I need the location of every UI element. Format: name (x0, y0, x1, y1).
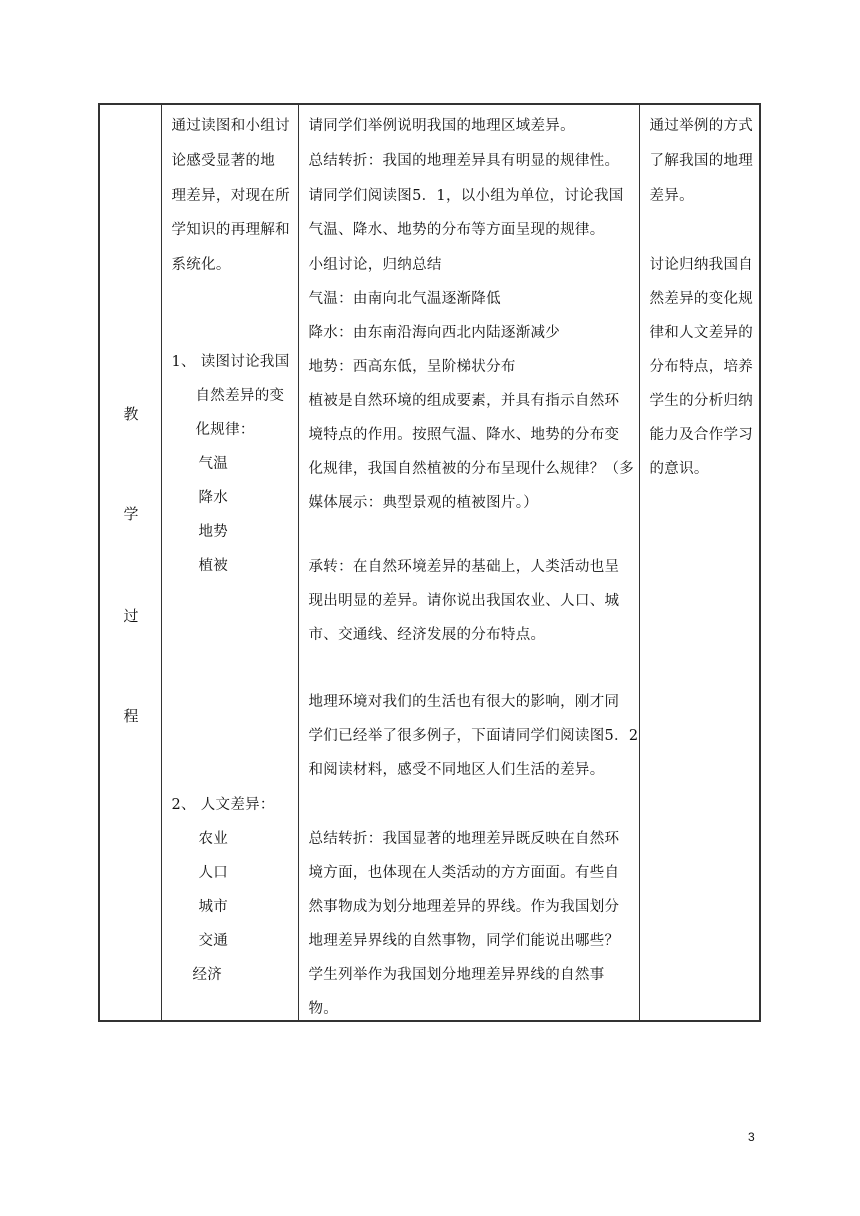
activity-line: 学们已经举了很多例子，下面请同学们阅读图5．2 (308, 728, 639, 744)
activity-line: 境特点的作用。按照气温、降水、地势的分布变 (308, 427, 620, 443)
objective-line: 气温 (198, 456, 229, 472)
activity-line: 学生列举作为我国划分地理差异界线的自然事 (308, 967, 605, 983)
activity-line: 降水：由东南沿海向西北内陆逐渐减少 (308, 325, 561, 341)
stage-char: 过 (123, 607, 139, 625)
objective-line: 农业 (198, 831, 229, 847)
activity-line: 化规律，我国自然植被的分布呈现什么规律？（多 (308, 461, 635, 477)
stage-char: 教 (123, 405, 139, 423)
intent-line: 通过举例的方式 (649, 118, 754, 134)
activity-line: 总结转折：我国的地理差异具有明显的规律性。 (308, 153, 620, 169)
objective-line: 学知识的再理解和 (171, 222, 290, 238)
objective-line: 化规律： (195, 422, 255, 438)
activity-line: 气温：由南向北气温逐渐降低 (308, 291, 501, 307)
objective-line: 人口 (198, 865, 229, 881)
intent-line: 差异。 (649, 188, 694, 204)
activity-line: 现出明显的差异。请你说出我国农业、人口、城 (308, 593, 620, 609)
intent-line: 讨论归纳我国自 (649, 257, 754, 273)
activity-line: 和阅读材料，感受不同地区人们生活的差异。 (308, 762, 605, 778)
objectives-cell (161, 104, 298, 1021)
objective-line: 2、 人文差异： (171, 797, 275, 813)
intent-cell (639, 104, 760, 1021)
objective-line: 降水 (198, 490, 229, 506)
activity-line: 小组讨论，归纳总结 (308, 257, 442, 273)
stage-char: 学 (123, 505, 139, 523)
page-number: 3 (748, 1130, 755, 1144)
objective-line: 交通 (198, 933, 229, 949)
activity-line: 请同学们举例说明我国的地理区域差异。 (308, 118, 575, 134)
intent-line: 学生的分析归纳 (649, 393, 754, 409)
activities-cell (298, 104, 639, 1021)
objective-line: 经济 (192, 967, 223, 983)
activity-line: 植被是自然环境的组成要素，并具有指示自然环 (308, 393, 620, 409)
objective-line: 自然差异的变 (195, 388, 285, 404)
table-row (99, 104, 760, 1021)
activity-line: 请同学们阅读图5．1，以小组为单位，讨论我国 (308, 188, 624, 204)
objective-line: 植被 (198, 558, 229, 574)
activity-line: 地势：西高东低，呈阶梯状分布 (308, 359, 516, 375)
objective-line: 系统化。 (171, 257, 231, 273)
intent-line: 然差异的变化规 (649, 291, 754, 307)
objective-line: 地势 (198, 524, 229, 540)
stage-char: 程 (123, 707, 139, 725)
activity-line: 物。 (308, 1001, 339, 1017)
activity-line: 气温、降水、地势的分布等方面呈现的规律。 (308, 222, 605, 238)
objective-line: 论感受显著的地 (171, 153, 276, 169)
intent-line: 了解我国的地理 (649, 153, 754, 169)
activity-line: 地理环境对我们的生活也有很大的影响，刚才同 (308, 694, 620, 710)
activity-line: 境方面，也体现在人类活动的方方面面。有些自 (308, 865, 620, 881)
activity-line: 媒体展示：典型景观的植被图片。） (308, 495, 539, 511)
objective-line: 城市 (198, 899, 229, 915)
objective-line: 理差异，对现在所 (171, 188, 290, 204)
lesson-plan-table (98, 103, 761, 1022)
activity-line: 市、交通线、经济发展的分布特点。 (308, 627, 546, 643)
intent-line: 的意识。 (649, 461, 709, 477)
stage-cell (99, 104, 161, 1021)
activity-line: 然事物成为划分地理差异的界线。作为我国划分 (308, 899, 620, 915)
intent-line: 分布特点，培养 (649, 359, 754, 375)
activity-line: 总结转折：我国显著的地理差异既反映在自然环 (308, 831, 620, 847)
objective-line: 1、 读图讨论我国 (171, 354, 290, 370)
activity-line: 承转：在自然环境差异的基础上，人类活动也呈 (308, 559, 620, 575)
activity-line: 地理差异界线的自然事物，同学们能说出哪些？ (308, 933, 620, 949)
objective-line: 通过读图和小组讨 (171, 118, 290, 134)
intent-line: 律和人文差异的 (649, 325, 754, 341)
intent-line: 能力及合作学习 (649, 427, 754, 443)
